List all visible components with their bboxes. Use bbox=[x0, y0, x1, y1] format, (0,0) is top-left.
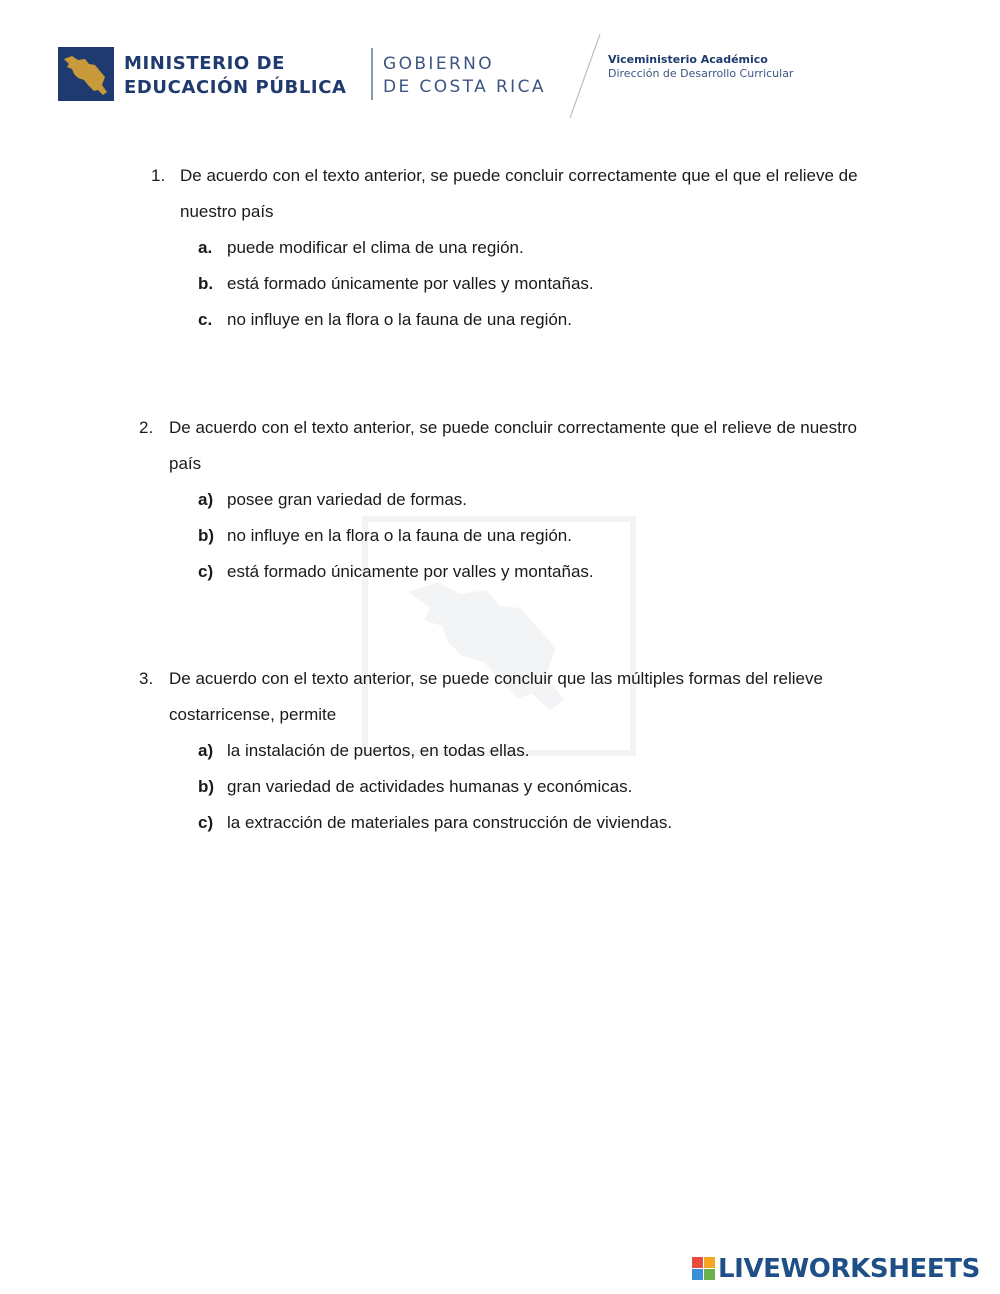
question-text: De acuerdo con el texto anterior, se puede concluir correctamente que el que el relieve de nuestro país bbox=[180, 166, 858, 221]
header-divider bbox=[371, 48, 373, 100]
option-label: a. bbox=[198, 238, 213, 257]
ministry-line-2: EDUCACIÓN PÚBLICA bbox=[124, 77, 347, 98]
option-label: c) bbox=[198, 562, 214, 581]
option-text: está formado únicamente por valles y montañas. bbox=[227, 274, 594, 293]
option-text: posee gran variedad de formas. bbox=[227, 490, 468, 509]
government-name bbox=[383, 53, 546, 99]
option-label: a) bbox=[198, 490, 214, 509]
costa-rica-map-icon bbox=[58, 47, 114, 101]
liveworksheets-wordmark: LIVEWORKSHEETS bbox=[718, 1254, 980, 1284]
option-text: no influye en la flora o la fauna de una región. bbox=[227, 526, 572, 545]
question-number: 1. bbox=[151, 166, 166, 185]
option-label: c) bbox=[198, 813, 214, 832]
costa-rica-map-logo bbox=[58, 47, 114, 101]
option-text: la extracción de materiales para construcción de viviendas. bbox=[227, 813, 673, 832]
liveworksheets-cube-icon bbox=[692, 1257, 716, 1281]
question-number: 3. bbox=[139, 669, 154, 688]
option-label: b. bbox=[198, 274, 214, 293]
option-text: no influye en la flora o la fauna de una región. bbox=[227, 310, 572, 329]
vice-ministry-title: Viceministerio Académico bbox=[608, 53, 768, 66]
option-text: está formado únicamente por valles y montañas. bbox=[227, 562, 594, 581]
vice-ministry-subtitle: Dirección de Desarrollo Curricular bbox=[608, 67, 794, 80]
option-text: puede modificar el clima de una región. bbox=[227, 238, 524, 257]
option-text: gran variedad de actividades humanas y económicas. bbox=[227, 777, 633, 796]
option-label: c. bbox=[198, 310, 213, 329]
government-line-2: DE COSTA RICA bbox=[383, 77, 546, 97]
question-text: De acuerdo con el texto anterior, se puede concluir correctamente que el relieve de nuestro país bbox=[169, 418, 857, 473]
option-text: la instalación de puertos, en todas ellas. bbox=[227, 741, 530, 760]
question-text: De acuerdo con el texto anterior, se puede concluir que las múltiples formas del relieve costarricense, permite bbox=[169, 669, 823, 724]
option-label: b) bbox=[198, 777, 215, 796]
liveworksheets-logo[interactable] bbox=[692, 1255, 990, 1285]
government-line-1: GOBIERNO bbox=[383, 54, 495, 74]
ministry-name bbox=[124, 52, 347, 100]
ministry-line-1: MINISTERIO DE bbox=[124, 53, 286, 74]
option-label: a) bbox=[198, 741, 214, 760]
page-header bbox=[0, 0, 1000, 130]
option-label: b) bbox=[198, 526, 215, 545]
vice-ministry-block bbox=[608, 53, 793, 81]
question-number: 2. bbox=[139, 418, 154, 437]
header-slash-divider bbox=[568, 34, 602, 118]
